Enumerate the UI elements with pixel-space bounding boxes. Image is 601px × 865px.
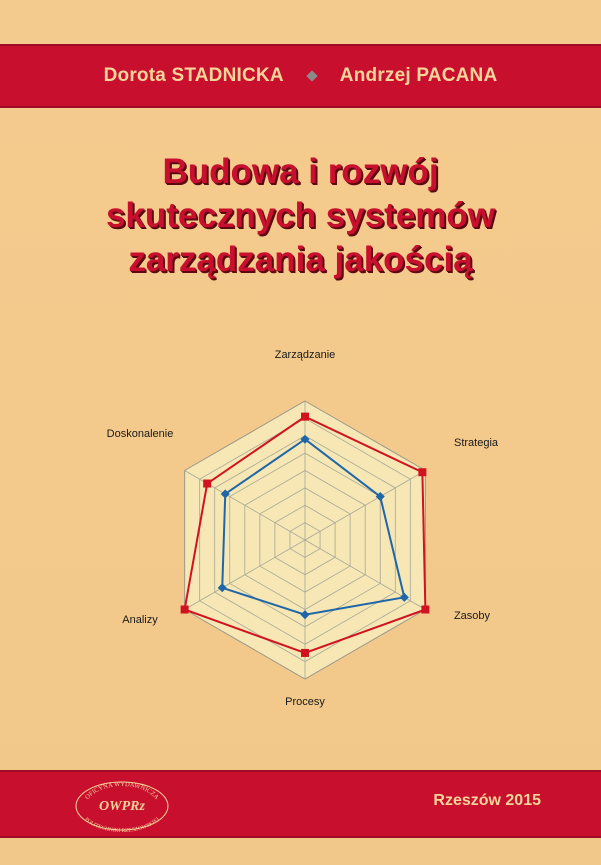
title-line: Budowa i rozwój xyxy=(162,152,439,191)
radar-axis-label: Doskonalenie xyxy=(106,428,174,440)
radar-point xyxy=(418,468,426,476)
radar-point xyxy=(181,606,189,614)
radar-axis-label: Procesy xyxy=(285,696,325,708)
publisher-logo xyxy=(70,776,174,832)
logo-bottom-text: POLITECHNIKI RZESZOWSKIEJ xyxy=(83,816,161,832)
radar-axis-label: Analizy xyxy=(122,614,158,626)
book-title xyxy=(0,150,601,282)
diamond-icon xyxy=(306,70,317,81)
authors-band xyxy=(0,44,601,108)
author-first: Dorota STADNICKA xyxy=(103,65,284,86)
logo-top-text: OFICYNA WYDAWNICZA xyxy=(83,780,161,801)
radar-point xyxy=(421,606,429,614)
title-line: skutecznych systemów xyxy=(105,196,496,235)
title-line: zarządzania jakością xyxy=(128,240,473,279)
place-year: Rzeszów 2015 xyxy=(433,792,541,809)
publisher-band xyxy=(0,770,601,838)
authors xyxy=(104,65,498,87)
logo-mark: OWPRz xyxy=(99,799,145,814)
radar-axis-label: Strategia xyxy=(453,437,499,449)
radar-point xyxy=(203,480,211,488)
author-second: Andrzej PACANA xyxy=(339,65,498,86)
radar-axis-label: Zasoby xyxy=(453,610,491,622)
radar-chart xyxy=(0,340,601,720)
radar-axis-label: Zarządzanie xyxy=(274,349,336,361)
radar-point xyxy=(301,413,309,421)
radar-point xyxy=(301,649,309,657)
